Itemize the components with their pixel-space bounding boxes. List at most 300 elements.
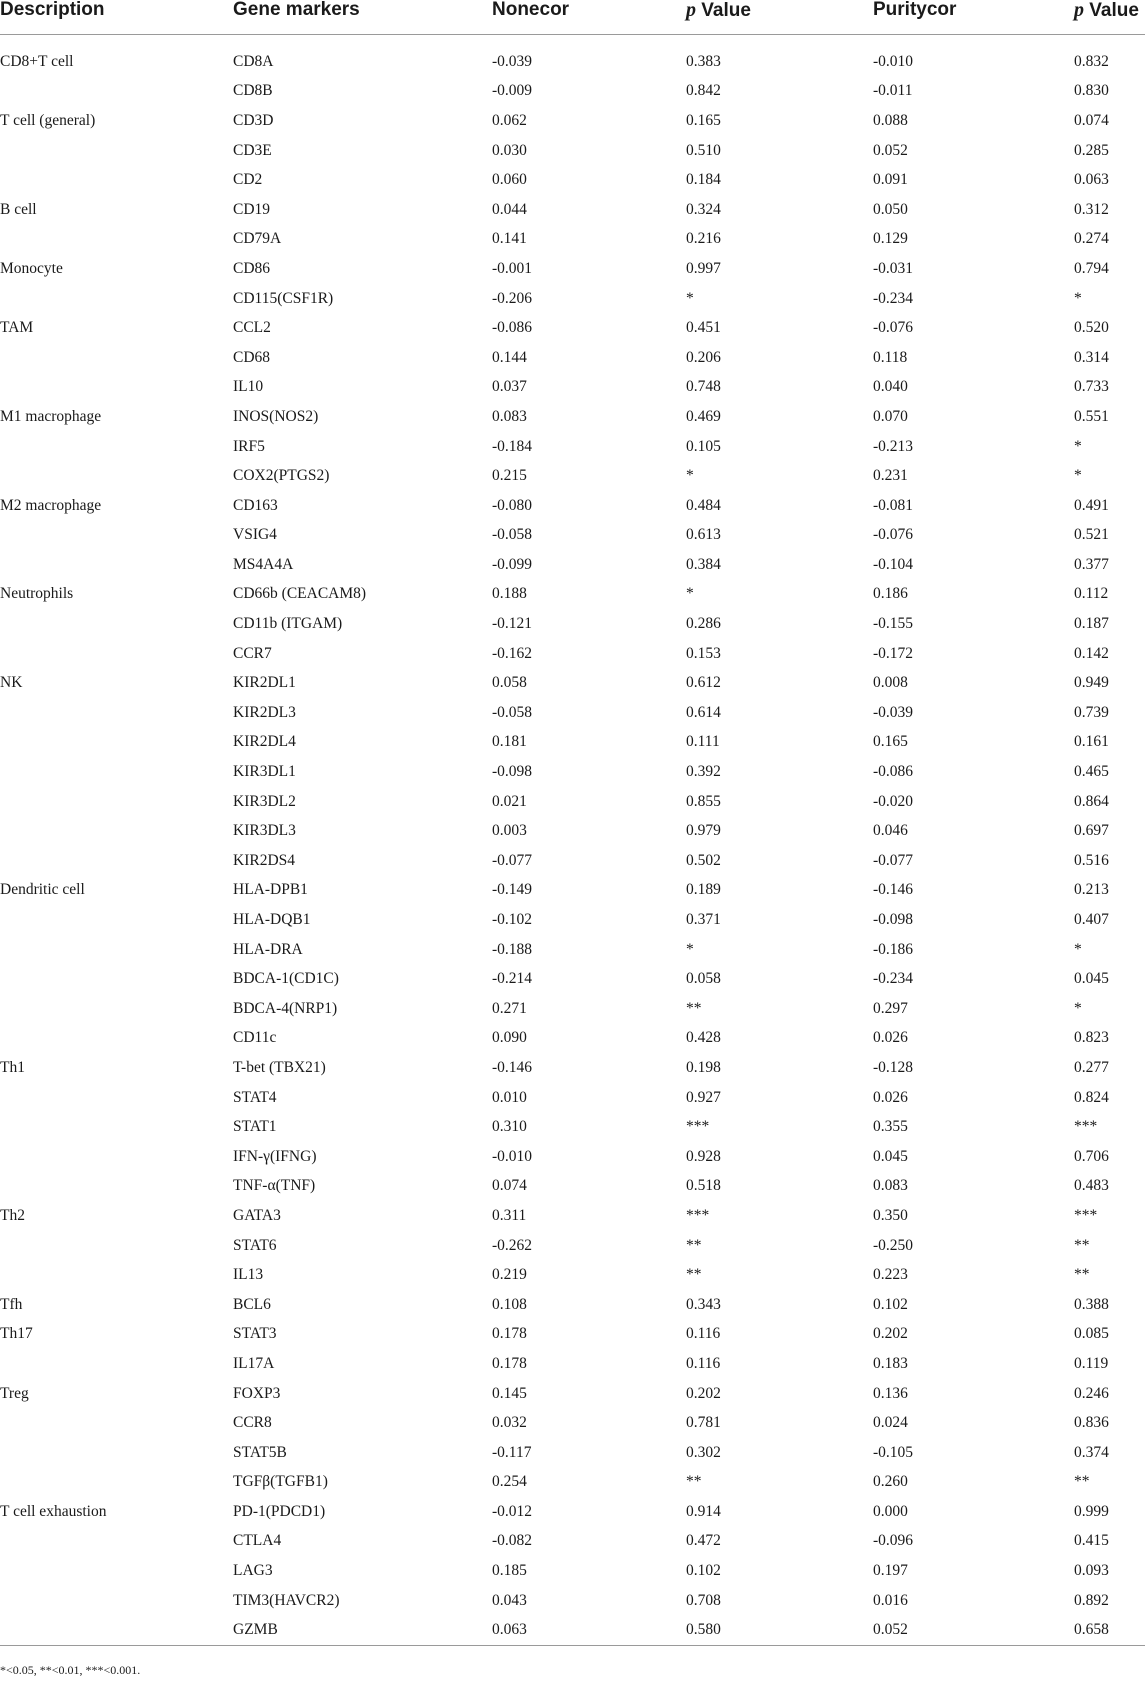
- table-row: [0, 905, 1145, 935]
- header-p-value-nonecor: p Value: [686, 0, 873, 35]
- description-cell: CD8+T cell: [0, 52, 74, 70]
- nonecor-p-value-cell: *: [686, 467, 694, 485]
- gene-marker-cell: CD3E: [233, 141, 272, 159]
- description-cell: [0, 550, 233, 580]
- description-cell: [0, 136, 233, 166]
- nonecor-p-value-cell: 0.058: [686, 970, 721, 988]
- gene-marker-cell: HLA-DQB1: [233, 911, 311, 929]
- puritycor-p-value-cell: **: [1074, 1473, 1090, 1491]
- puritycor-cell: 0.091: [873, 171, 908, 189]
- gene-marker-cell: TIM3(HAVCR2): [233, 1591, 340, 1609]
- table-row: [0, 254, 1145, 284]
- table-row: [0, 1527, 1145, 1557]
- nonecor-cell: -0.117: [492, 1443, 532, 1461]
- nonecor-p-value-cell: **: [686, 1266, 702, 1284]
- description-cell: [0, 728, 233, 758]
- nonecor-p-value-cell: 0.202: [686, 1384, 721, 1402]
- nonecor-cell: -0.099: [492, 555, 533, 573]
- nonecor-cell: -0.039: [492, 52, 533, 70]
- nonecor-p-value-cell: 0.384: [686, 555, 721, 573]
- table-row: [0, 284, 1145, 314]
- table-row: [0, 816, 1145, 846]
- nonecor-p-value-cell: 0.781: [686, 1414, 721, 1432]
- puritycor-cell: 0.136: [873, 1384, 908, 1402]
- puritycor-p-value-cell: 0.824: [1074, 1088, 1109, 1106]
- puritycor-p-value-cell: *: [1074, 999, 1082, 1017]
- gene-marker-cell: CD115(CSF1R): [233, 289, 334, 307]
- puritycor-cell: 0.016: [873, 1591, 908, 1609]
- nonecor-cell: 0.254: [492, 1473, 527, 1491]
- table-row: [0, 225, 1145, 255]
- nonecor-p-value-cell: 0.484: [686, 496, 721, 514]
- puritycor-p-value-cell: ***: [1074, 1118, 1098, 1136]
- nonecor-p-value-cell: 0.198: [686, 1058, 721, 1076]
- puritycor-cell: 0.297: [873, 999, 908, 1017]
- description-cell: [0, 1615, 233, 1645]
- nonecor-p-value-cell: ***: [686, 1206, 710, 1224]
- puritycor-cell: -0.031: [873, 259, 914, 277]
- table-row: [0, 461, 1145, 491]
- nonecor-cell: 0.178: [492, 1325, 527, 1343]
- nonecor-cell: 0.144: [492, 348, 527, 366]
- gene-marker-cell: MS4A4A: [233, 555, 294, 573]
- nonecor-p-value-cell: **: [686, 999, 702, 1017]
- table-row: [0, 1379, 1145, 1409]
- gene-marker-cell: CD163: [233, 496, 278, 514]
- gene-marker-cell: PD-1(PDCD1): [233, 1502, 326, 1520]
- nonecor-cell: -0.012: [492, 1502, 533, 1520]
- nonecor-cell: 0.044: [492, 200, 527, 218]
- table-row: [0, 491, 1145, 521]
- nonecor-p-value-cell: 0.914: [686, 1502, 721, 1520]
- nonecor-p-value-cell: 0.469: [686, 407, 721, 425]
- table-row: [0, 1172, 1145, 1202]
- header-row: [0, 0, 1145, 35]
- gene-marker-cell: VSIG4: [233, 526, 277, 544]
- gene-marker-cell: IL13: [233, 1266, 264, 1284]
- nonecor-p-value-cell: 0.371: [686, 911, 721, 929]
- nonecor-p-value-cell: *: [686, 940, 694, 958]
- description-cell: [0, 284, 233, 314]
- description-cell: [0, 816, 233, 846]
- table-row: [0, 994, 1145, 1024]
- gene-marker-cell: HLA-DRA: [233, 940, 303, 958]
- table-row: [0, 1024, 1145, 1054]
- nonecor-cell: -0.080: [492, 496, 533, 514]
- puritycor-cell: 0.026: [873, 1088, 908, 1106]
- puritycor-cell: -0.104: [873, 555, 914, 573]
- gene-marker-cell: KIR2DL4: [233, 733, 296, 751]
- puritycor-cell: 0.231: [873, 467, 908, 485]
- table-row: [0, 1468, 1145, 1498]
- header-nonecor: Nonecor: [492, 0, 686, 35]
- description-cell: [0, 698, 233, 728]
- description-cell: [0, 1349, 233, 1379]
- puritycor-cell: -0.081: [873, 496, 914, 514]
- gene-marker-cell: STAT4: [233, 1088, 277, 1106]
- puritycor-p-value-cell: 0.551: [1074, 407, 1109, 425]
- nonecor-p-value-cell: 0.116: [686, 1325, 721, 1343]
- table-row: [0, 165, 1145, 195]
- puritycor-cell: 0.202: [873, 1325, 908, 1343]
- table-row: [0, 1349, 1145, 1379]
- nonecor-p-value-cell: 0.612: [686, 674, 721, 692]
- puritycor-p-value-cell: 0.274: [1074, 230, 1109, 248]
- description-cell: [0, 1468, 233, 1498]
- gene-marker-cell: STAT5B: [233, 1443, 287, 1461]
- puritycor-cell: -0.234: [873, 289, 914, 307]
- nonecor-cell: -0.262: [492, 1236, 533, 1254]
- nonecor-p-value-cell: 0.928: [686, 1147, 721, 1165]
- nonecor-p-value-cell: 0.189: [686, 881, 721, 899]
- table-row: [0, 580, 1145, 610]
- nonecor-cell: -0.184: [492, 437, 533, 455]
- puritycor-p-value-cell: 0.892: [1074, 1591, 1109, 1609]
- puritycor-p-value-cell: 0.312: [1074, 200, 1109, 218]
- puritycor-p-value-cell: 0.314: [1074, 348, 1109, 366]
- table-row: [0, 609, 1145, 639]
- description-cell: Treg: [0, 1384, 29, 1402]
- puritycor-p-value-cell: 0.864: [1074, 792, 1109, 810]
- nonecor-cell: 0.181: [492, 733, 527, 751]
- gene-marker-cell: CD19: [233, 200, 271, 218]
- table-row: [0, 343, 1145, 373]
- table-row: [0, 1556, 1145, 1586]
- puritycor-cell: 0.088: [873, 111, 908, 129]
- gene-marker-cell: STAT6: [233, 1236, 277, 1254]
- nonecor-cell: 0.145: [492, 1384, 527, 1402]
- puritycor-p-value-cell: 0.733: [1074, 378, 1109, 396]
- puritycor-cell: 0.223: [873, 1266, 908, 1284]
- puritycor-p-value-cell: 0.830: [1074, 82, 1109, 100]
- nonecor-cell: -0.082: [492, 1532, 533, 1550]
- gene-marker-cell: CCL2: [233, 319, 271, 337]
- nonecor-p-value-cell: 0.502: [686, 851, 721, 869]
- description-cell: TAM: [0, 319, 34, 337]
- nonecor-cell: 0.010: [492, 1088, 527, 1106]
- description-cell: [0, 225, 233, 255]
- puritycor-p-value-cell: 0.823: [1074, 1029, 1109, 1047]
- table-row: [0, 935, 1145, 965]
- description-cell: [0, 846, 233, 876]
- gene-marker-cell: CD11b (ITGAM): [233, 615, 343, 633]
- nonecor-cell: 0.003: [492, 822, 527, 840]
- table-row: [0, 521, 1145, 551]
- puritycor-cell: -0.172: [873, 644, 914, 662]
- table-row: [0, 964, 1145, 994]
- nonecor-cell: -0.098: [492, 763, 533, 781]
- nonecor-p-value-cell: 0.153: [686, 644, 721, 662]
- puritycor-p-value-cell: 0.119: [1074, 1354, 1109, 1372]
- description-cell: [0, 1586, 233, 1616]
- header-p-value-puritycor: p Value: [1074, 0, 1145, 35]
- table-row: [0, 402, 1145, 432]
- puritycor-p-value-cell: 0.491: [1074, 496, 1109, 514]
- puritycor-p-value-cell: 0.415: [1074, 1532, 1109, 1550]
- table-row: [0, 1290, 1145, 1320]
- nonecor-cell: 0.185: [492, 1562, 527, 1580]
- puritycor-p-value-cell: 0.739: [1074, 703, 1109, 721]
- puritycor-cell: 0.008: [873, 674, 908, 692]
- description-cell: [0, 373, 233, 403]
- nonecor-cell: -0.188: [492, 940, 533, 958]
- table-header: [0, 0, 1145, 35]
- puritycor-cell: 0.052: [873, 141, 908, 159]
- nonecor-cell: 0.219: [492, 1266, 527, 1284]
- table-row: [0, 313, 1145, 343]
- table-row: [0, 757, 1145, 787]
- gene-marker-cell: T-bet (TBX21): [233, 1058, 326, 1076]
- puritycor-cell: 0.070: [873, 407, 908, 425]
- nonecor-p-value-cell: 0.102: [686, 1562, 721, 1580]
- nonecor-cell: 0.032: [492, 1414, 527, 1432]
- puritycor-cell: 0.102: [873, 1295, 908, 1313]
- gene-marker-cell: CD86: [233, 259, 271, 277]
- nonecor-cell: -0.009: [492, 82, 533, 100]
- puritycor-cell: -0.011: [873, 82, 913, 100]
- nonecor-p-value-cell: 0.842: [686, 82, 721, 100]
- table-row: [0, 1615, 1145, 1645]
- nonecor-cell: 0.141: [492, 230, 527, 248]
- nonecor-p-value-cell: 0.979: [686, 822, 721, 840]
- nonecor-p-value-cell: **: [686, 1236, 702, 1254]
- puritycor-cell: 0.050: [873, 200, 908, 218]
- table-row: [0, 1083, 1145, 1113]
- table-row: [0, 639, 1145, 669]
- nonecor-cell: -0.214: [492, 970, 533, 988]
- table-row: [0, 1497, 1145, 1527]
- puritycor-p-value-cell: **: [1074, 1266, 1090, 1284]
- puritycor-p-value-cell: 0.836: [1074, 1414, 1109, 1432]
- puritycor-cell: 0.045: [873, 1147, 908, 1165]
- gene-marker-cell: CD79A: [233, 230, 282, 248]
- puritycor-p-value-cell: ***: [1074, 1206, 1098, 1224]
- gene-marker-cell: TGFβ(TGFB1): [233, 1473, 328, 1491]
- gene-marker-cell: BDCA-1(CD1C): [233, 970, 339, 988]
- puritycor-p-value-cell: 0.063: [1074, 171, 1109, 189]
- description-cell: [0, 757, 233, 787]
- gene-marker-cell: IFN-γ(IFNG): [233, 1147, 317, 1165]
- description-cell: [0, 165, 233, 195]
- gene-marker-cell: IL17A: [233, 1354, 275, 1372]
- description-cell: M2 macrophage: [0, 496, 102, 514]
- nonecor-p-value-cell: 0.518: [686, 1177, 721, 1195]
- nonecor-cell: 0.060: [492, 171, 527, 189]
- puritycor-p-value-cell: 0.388: [1074, 1295, 1109, 1313]
- nonecor-cell: -0.086: [492, 319, 533, 337]
- table-row: [0, 728, 1145, 758]
- puritycor-p-value-cell: 0.521: [1074, 526, 1109, 544]
- puritycor-cell: -0.098: [873, 911, 914, 929]
- puritycor-cell: 0.183: [873, 1354, 908, 1372]
- gene-marker-cell: FOXP3: [233, 1384, 281, 1402]
- puritycor-p-value-cell: 0.093: [1074, 1562, 1109, 1580]
- gene-marker-cell: CTLA4: [233, 1532, 282, 1550]
- puritycor-p-value-cell: 0.520: [1074, 319, 1109, 337]
- description-cell: Th17: [0, 1325, 33, 1343]
- description-cell: Neutrophils: [0, 585, 74, 603]
- description-cell: [0, 964, 233, 994]
- puritycor-p-value-cell: *: [1074, 437, 1082, 455]
- table-row: [0, 106, 1145, 136]
- nonecor-p-value-cell: *: [686, 289, 694, 307]
- gene-marker-cell: COX2(PTGS2): [233, 467, 330, 485]
- puritycor-cell: -0.076: [873, 526, 914, 544]
- gene-marker-cell: TNF-α(TNF): [233, 1177, 316, 1195]
- gene-marker-cell: HLA-DPB1: [233, 881, 308, 899]
- nonecor-p-value-cell: 0.428: [686, 1029, 721, 1047]
- puritycor-p-value-cell: *: [1074, 940, 1082, 958]
- nonecor-cell: 0.058: [492, 674, 527, 692]
- puritycor-cell: 0.197: [873, 1562, 908, 1580]
- nonecor-p-value-cell: 0.184: [686, 171, 721, 189]
- gene-marker-cell: BCL6: [233, 1295, 271, 1313]
- puritycor-p-value-cell: 0.074: [1074, 111, 1109, 129]
- description-cell: Tfh: [0, 1295, 23, 1313]
- table-row: [0, 846, 1145, 876]
- puritycor-cell: 0.026: [873, 1029, 908, 1047]
- puritycor-cell: -0.213: [873, 437, 914, 455]
- table-row: [0, 668, 1145, 698]
- puritycor-p-value-cell: 0.112: [1074, 585, 1109, 603]
- nonecor-cell: -0.058: [492, 703, 533, 721]
- table-row: [0, 1586, 1145, 1616]
- gene-marker-cell: INOS(NOS2): [233, 407, 319, 425]
- table-row: [0, 77, 1145, 107]
- description-cell: M1 macrophage: [0, 407, 102, 425]
- puritycor-p-value-cell: 0.794: [1074, 259, 1109, 277]
- table-row: [0, 373, 1145, 403]
- nonecor-cell: 0.215: [492, 467, 527, 485]
- puritycor-cell: 0.000: [873, 1502, 908, 1520]
- puritycor-cell: -0.186: [873, 940, 914, 958]
- puritycor-p-value-cell: 0.465: [1074, 763, 1109, 781]
- puritycor-cell: 0.186: [873, 585, 908, 603]
- nonecor-p-value-cell: 0.451: [686, 319, 721, 337]
- puritycor-cell: -0.096: [873, 1532, 914, 1550]
- nonecor-p-value-cell: 0.708: [686, 1591, 721, 1609]
- puritycor-p-value-cell: 0.697: [1074, 822, 1109, 840]
- puritycor-cell: 0.052: [873, 1615, 1074, 1645]
- description-cell: [0, 905, 233, 935]
- nonecor-p-value-cell: 0.927: [686, 1088, 721, 1106]
- description-cell: [0, 787, 233, 817]
- nonecor-cell: 0.074: [492, 1177, 527, 1195]
- description-cell: [0, 432, 233, 462]
- description-cell: [0, 1083, 233, 1113]
- gene-marker-cell: KIR3DL2: [233, 792, 296, 810]
- description-cell: Th1: [0, 1058, 25, 1076]
- gene-marker-cell: CCR7: [233, 644, 272, 662]
- table-row: [0, 787, 1145, 817]
- gene-marker-cell: CD66b (CEACAM8): [233, 585, 367, 603]
- nonecor-p-value-cell: 0.116: [686, 1354, 721, 1372]
- description-cell: Dendritic cell: [0, 881, 85, 899]
- description-cell: [0, 639, 233, 669]
- description-cell: NK: [0, 674, 23, 692]
- puritycor-p-value-cell: **: [1074, 1236, 1090, 1254]
- puritycor-cell: -0.020: [873, 792, 914, 810]
- puritycor-p-value-cell: 0.374: [1074, 1443, 1109, 1461]
- table-row: [0, 432, 1145, 462]
- table-row: [0, 876, 1145, 906]
- puritycor-p-value-cell: 0.142: [1074, 644, 1109, 662]
- puritycor-p-value-cell: 0.407: [1074, 911, 1109, 929]
- nonecor-p-value-cell: 0.613: [686, 526, 721, 544]
- nonecor-p-value-cell: 0.206: [686, 348, 721, 366]
- nonecor-cell: -0.121: [492, 615, 533, 633]
- puritycor-p-value-cell: 0.658: [1074, 1615, 1145, 1645]
- puritycor-cell: -0.077: [873, 851, 914, 869]
- description-cell: [0, 1231, 233, 1261]
- puritycor-cell: -0.155: [873, 615, 914, 633]
- puritycor-p-value-cell: 0.246: [1074, 1384, 1109, 1402]
- description-cell: [0, 1527, 233, 1557]
- description-cell: [0, 1556, 233, 1586]
- nonecor-p-value-cell: 0.383: [686, 52, 721, 70]
- table-row: [0, 1438, 1145, 1468]
- nonecor-cell: -0.058: [492, 526, 533, 544]
- table-body: [0, 35, 1145, 1646]
- nonecor-p-value-cell: 0.286: [686, 615, 721, 633]
- puritycor-p-value-cell: 0.045: [1074, 970, 1109, 988]
- header-gene-markers: Gene markers: [233, 0, 492, 35]
- table-row: [0, 1201, 1145, 1231]
- puritycor-cell: 0.129: [873, 230, 908, 248]
- nonecor-cell: -0.077: [492, 851, 533, 869]
- puritycor-cell: 0.260: [873, 1473, 908, 1491]
- nonecor-p-value-cell: 0.614: [686, 703, 721, 721]
- puritycor-cell: 0.024: [873, 1414, 908, 1432]
- gene-marker-cell: STAT1: [233, 1118, 277, 1136]
- description-cell: [0, 994, 233, 1024]
- puritycor-cell: -0.105: [873, 1443, 914, 1461]
- gene-marker-cell: BDCA-4(NRP1): [233, 999, 338, 1017]
- table-row: [0, 47, 1145, 77]
- puritycor-cell: -0.128: [873, 1058, 914, 1076]
- puritycor-p-value-cell: 0.277: [1074, 1058, 1109, 1076]
- nonecor-p-value-cell: 0.302: [686, 1443, 721, 1461]
- nonecor-p-value-cell: 0.324: [686, 200, 721, 218]
- table-footnote: *<0.05, **<0.01, ***<0.001.: [0, 1663, 141, 1677]
- description-cell: [0, 1408, 233, 1438]
- nonecor-cell: 0.037: [492, 378, 527, 396]
- gene-marker-cell: CD2: [233, 171, 263, 189]
- table-row: [0, 136, 1145, 166]
- nonecor-cell: 0.030: [492, 141, 527, 159]
- nonecor-cell: -0.001: [492, 259, 533, 277]
- description-cell: [0, 1024, 233, 1054]
- nonecor-cell: 0.090: [492, 1029, 527, 1047]
- puritycor-p-value-cell: 0.949: [1074, 674, 1109, 692]
- nonecor-p-value-cell: 0.580: [686, 1615, 873, 1645]
- puritycor-p-value-cell: *: [1074, 467, 1082, 485]
- header-puritycor: Puritycor: [873, 0, 1074, 35]
- puritycor-p-value-cell: 0.213: [1074, 881, 1109, 899]
- nonecor-p-value-cell: 0.510: [686, 141, 721, 159]
- gene-marker-cell: GATA3: [233, 1206, 281, 1224]
- nonecor-cell: 0.063: [492, 1615, 686, 1645]
- puritycor-p-value-cell: 0.285: [1074, 141, 1109, 159]
- header-spacer: [0, 35, 1145, 48]
- puritycor-cell: 0.350: [873, 1206, 908, 1224]
- description-cell: [0, 1172, 233, 1202]
- description-cell: B cell: [0, 200, 37, 218]
- nonecor-cell: 0.108: [492, 1295, 527, 1313]
- nonecor-cell: -0.102: [492, 911, 533, 929]
- nonecor-p-value-cell: 0.343: [686, 1295, 721, 1313]
- nonecor-p-value-cell: 0.472: [686, 1532, 721, 1550]
